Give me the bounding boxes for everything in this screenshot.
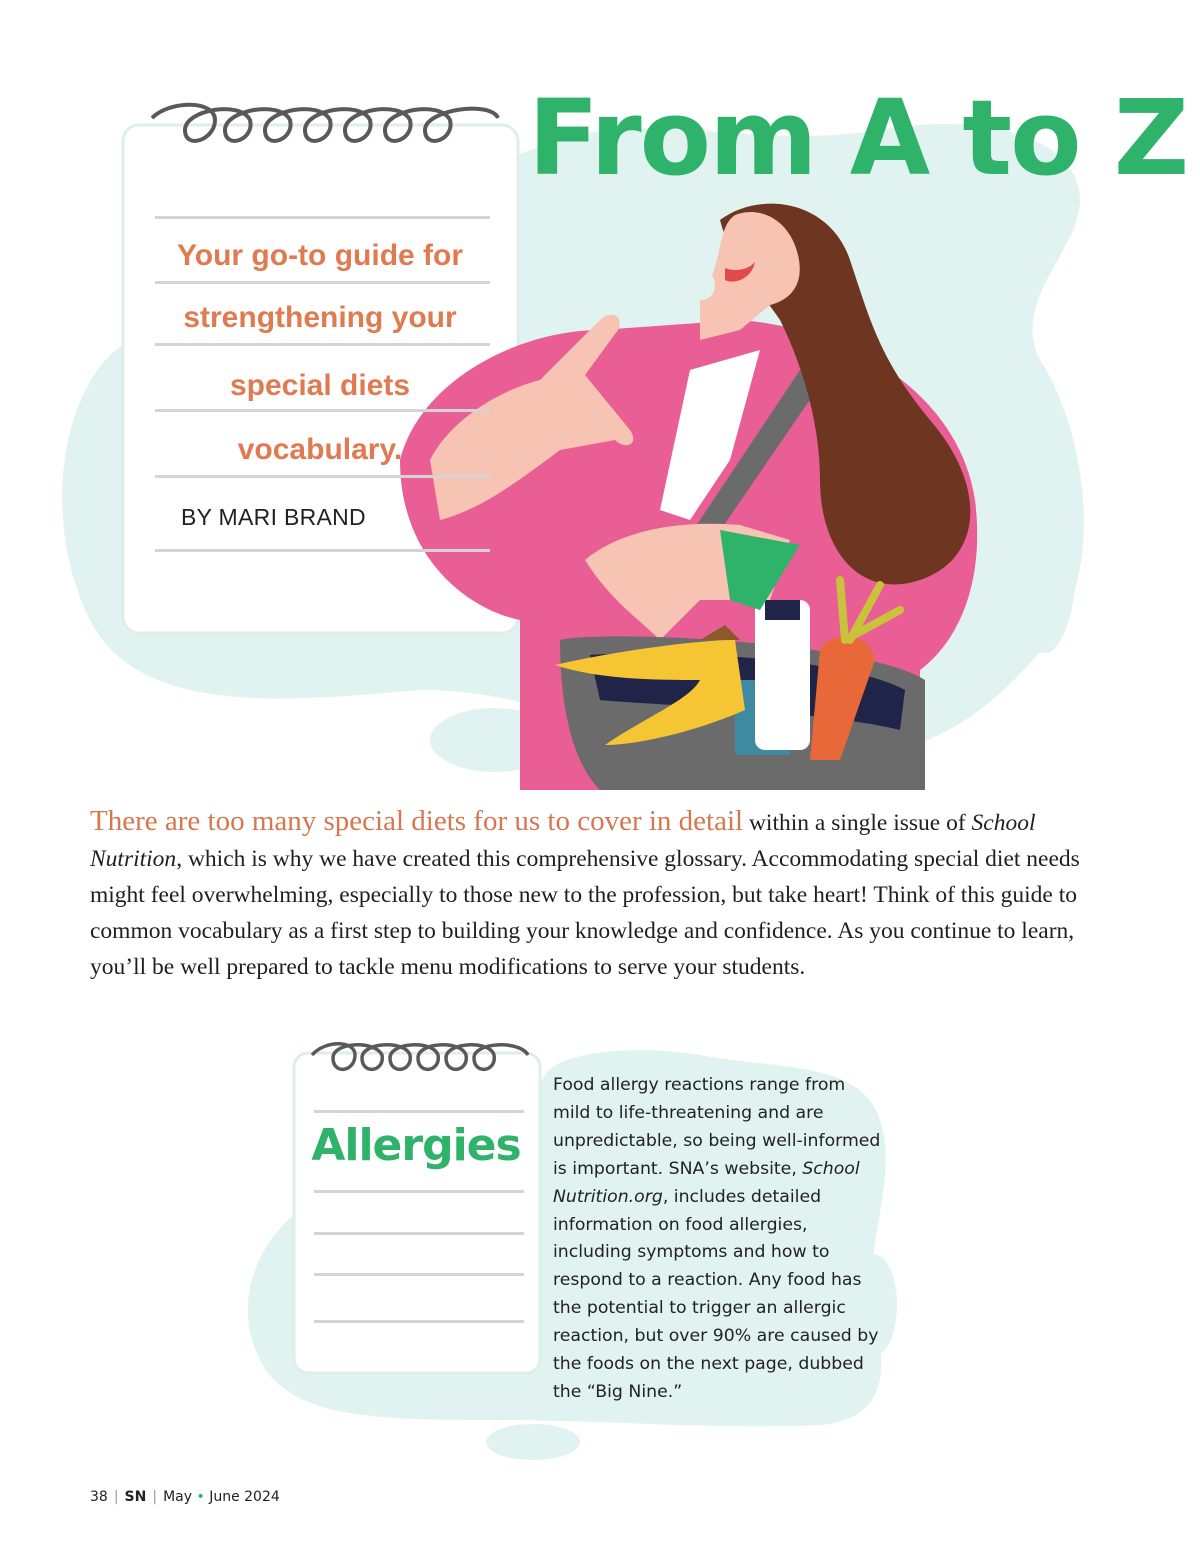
intro-text-2: , which is why we have created this comprehensive glossary. Accommodating special diet needs might feel overwhelming, especially to those new to the profession, but take heart! Think of this guide to common vocabulary as a first step to building your knowledge and confidence. As you continue to learn, you’ll be well prepared to tackle menu modifications to serve your students. — [90, 846, 1080, 980]
website-name: School Nutrition.org — [553, 1158, 860, 1207]
allergies-text-2: , includes detailed information on food allergies, including symptoms and how to respond to a reaction. Any food has the potential to trigger an allergic reaction, but over 90% are caused by the foods on the next page, dubbed the “Big Nine.” — [553, 1186, 879, 1402]
intro-text-1: within a single issue of — [743, 810, 972, 836]
subtitle-line-3: special diets — [229, 369, 411, 402]
allergies-text-1: Food allergy reactions range from mild to life-threatening and are unpredictable, so being well-informed is important. SNA’s website, — [553, 1075, 881, 1179]
issue-month: May — [163, 1489, 193, 1505]
subtitle-line-2: strengthening your — [183, 301, 457, 334]
page-number: 38 — [90, 1489, 108, 1505]
brand-name: SN — [124, 1489, 147, 1505]
byline: BY MARI BRAND — [181, 504, 366, 530]
issue-rest: June 2024 — [209, 1489, 280, 1505]
intro-lead: There are too many special diets for us to cover in detail — [90, 805, 744, 837]
page-footer: 38 | SN | May • June 2024 — [90, 1489, 280, 1505]
page-title: From A to Z — [528, 77, 1188, 199]
intro-paragraph — [90, 803, 1100, 985]
allergies-heading: Allergies — [311, 1120, 521, 1171]
allergies-paragraph — [553, 1072, 883, 1407]
subtitle-line-1: Your go-to guide for — [176, 239, 464, 272]
subtitle-line-4: vocabulary. — [237, 433, 403, 466]
publication-name: School Nutrition — [90, 810, 1036, 872]
